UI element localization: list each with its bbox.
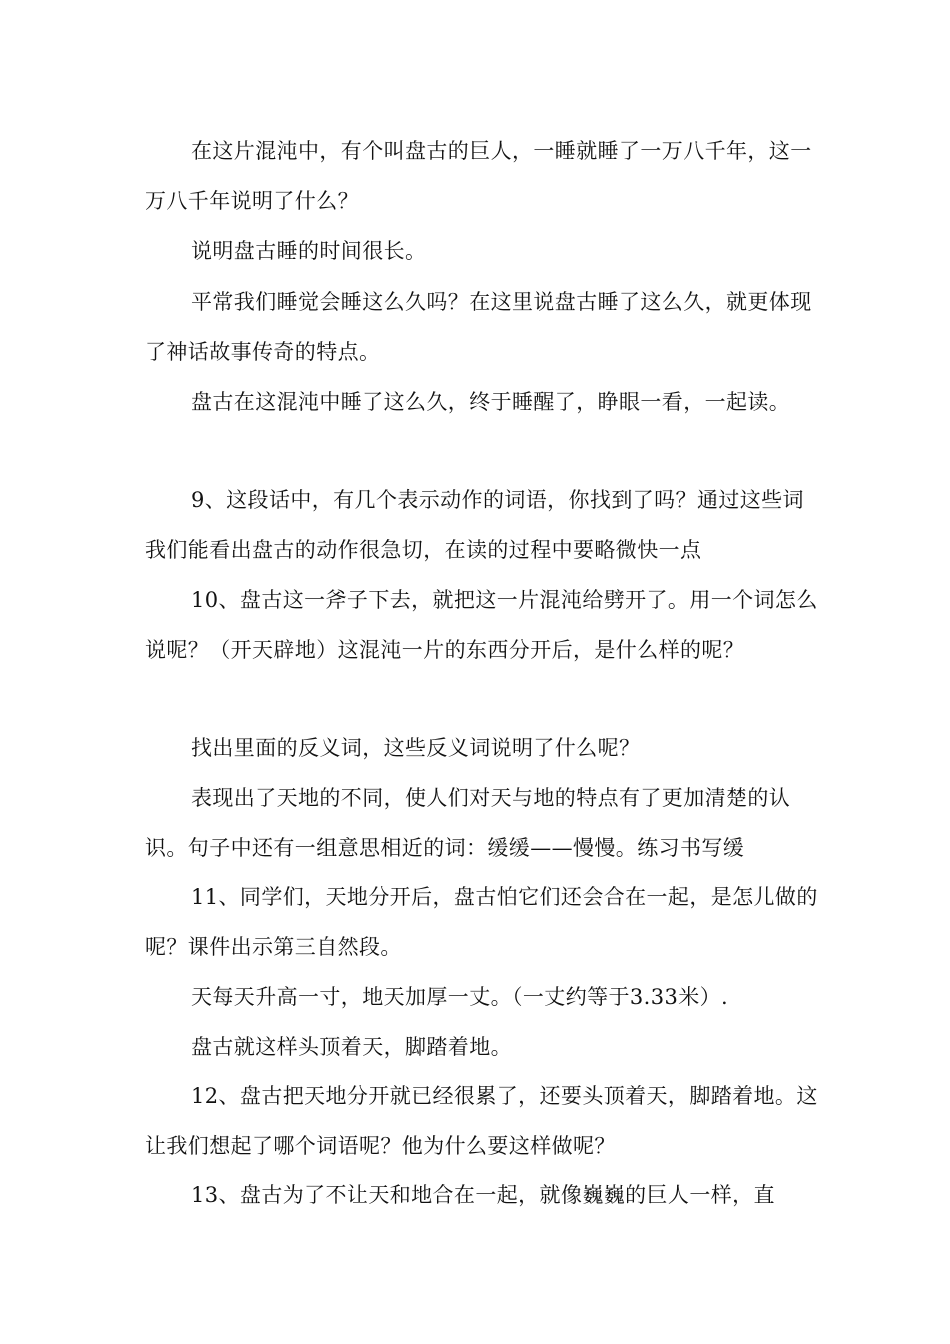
paragraph-7: 找出里面的反义词，这些反义词说明了什么呢？ bbox=[191, 736, 641, 760]
paragraph-6: 10、盘古这一斧子下去，就把这一片混沌给劈开了。用一个词怎么说呢？（开天辟地）这混沌一片的东西分开后，是什么样的呢？ bbox=[145, 588, 818, 662]
paragraph-2: 说明盘古睡的时间很长。 bbox=[191, 239, 427, 263]
paragraph-5: 9、这段话中，有几个表示动作的词语，你找到了吗？通过这些词我们能看出盘古的动作很急切，在读的过程中要略微快一点 bbox=[145, 488, 804, 562]
paragraph-11: 盘古就这样头顶着天，脚踏着地。 bbox=[191, 1035, 512, 1059]
paragraph-9: 11、同学们，天地分开后，盘古怕它们还会合在一起，是怎儿做的呢？课件出示第三自然段。 bbox=[145, 885, 818, 959]
paragraph-12: 12、盘古把天地分开就已经很累了，还要头顶着天，脚踏着地。这让我们想起了哪个词语呢？他为什么要这样做呢？ bbox=[145, 1084, 818, 1158]
paragraph-8: 表现出了天地的不同，使人们对天与地的特点有了更加清楚的认识。句子中还有一组意思相近的词：缓缓——慢慢。练习书写缓 bbox=[145, 786, 791, 860]
paragraph-10: 天每天升高一寸，地天加厚一丈。（一丈约等于3.33米）. bbox=[191, 985, 729, 1009]
paragraph-13: 13、盘古为了不让天和地合在一起，就像巍巍的巨人一样，直 bbox=[191, 1183, 775, 1207]
paragraph-4: 盘古在这混沌中睡了这么久，终于睡醒了，睁眼一看，一起读。 bbox=[191, 390, 791, 414]
paragraph-3: 平常我们睡觉会睡这么久吗？在这里说盘古睡了这么久，就更体现了神话故事传奇的特点。 bbox=[145, 290, 812, 364]
paragraph-1: 在这片混沌中，有个叫盘古的巨人，一睡就睡了一万八千年，这一万八千年说明了什么？ bbox=[145, 139, 812, 213]
